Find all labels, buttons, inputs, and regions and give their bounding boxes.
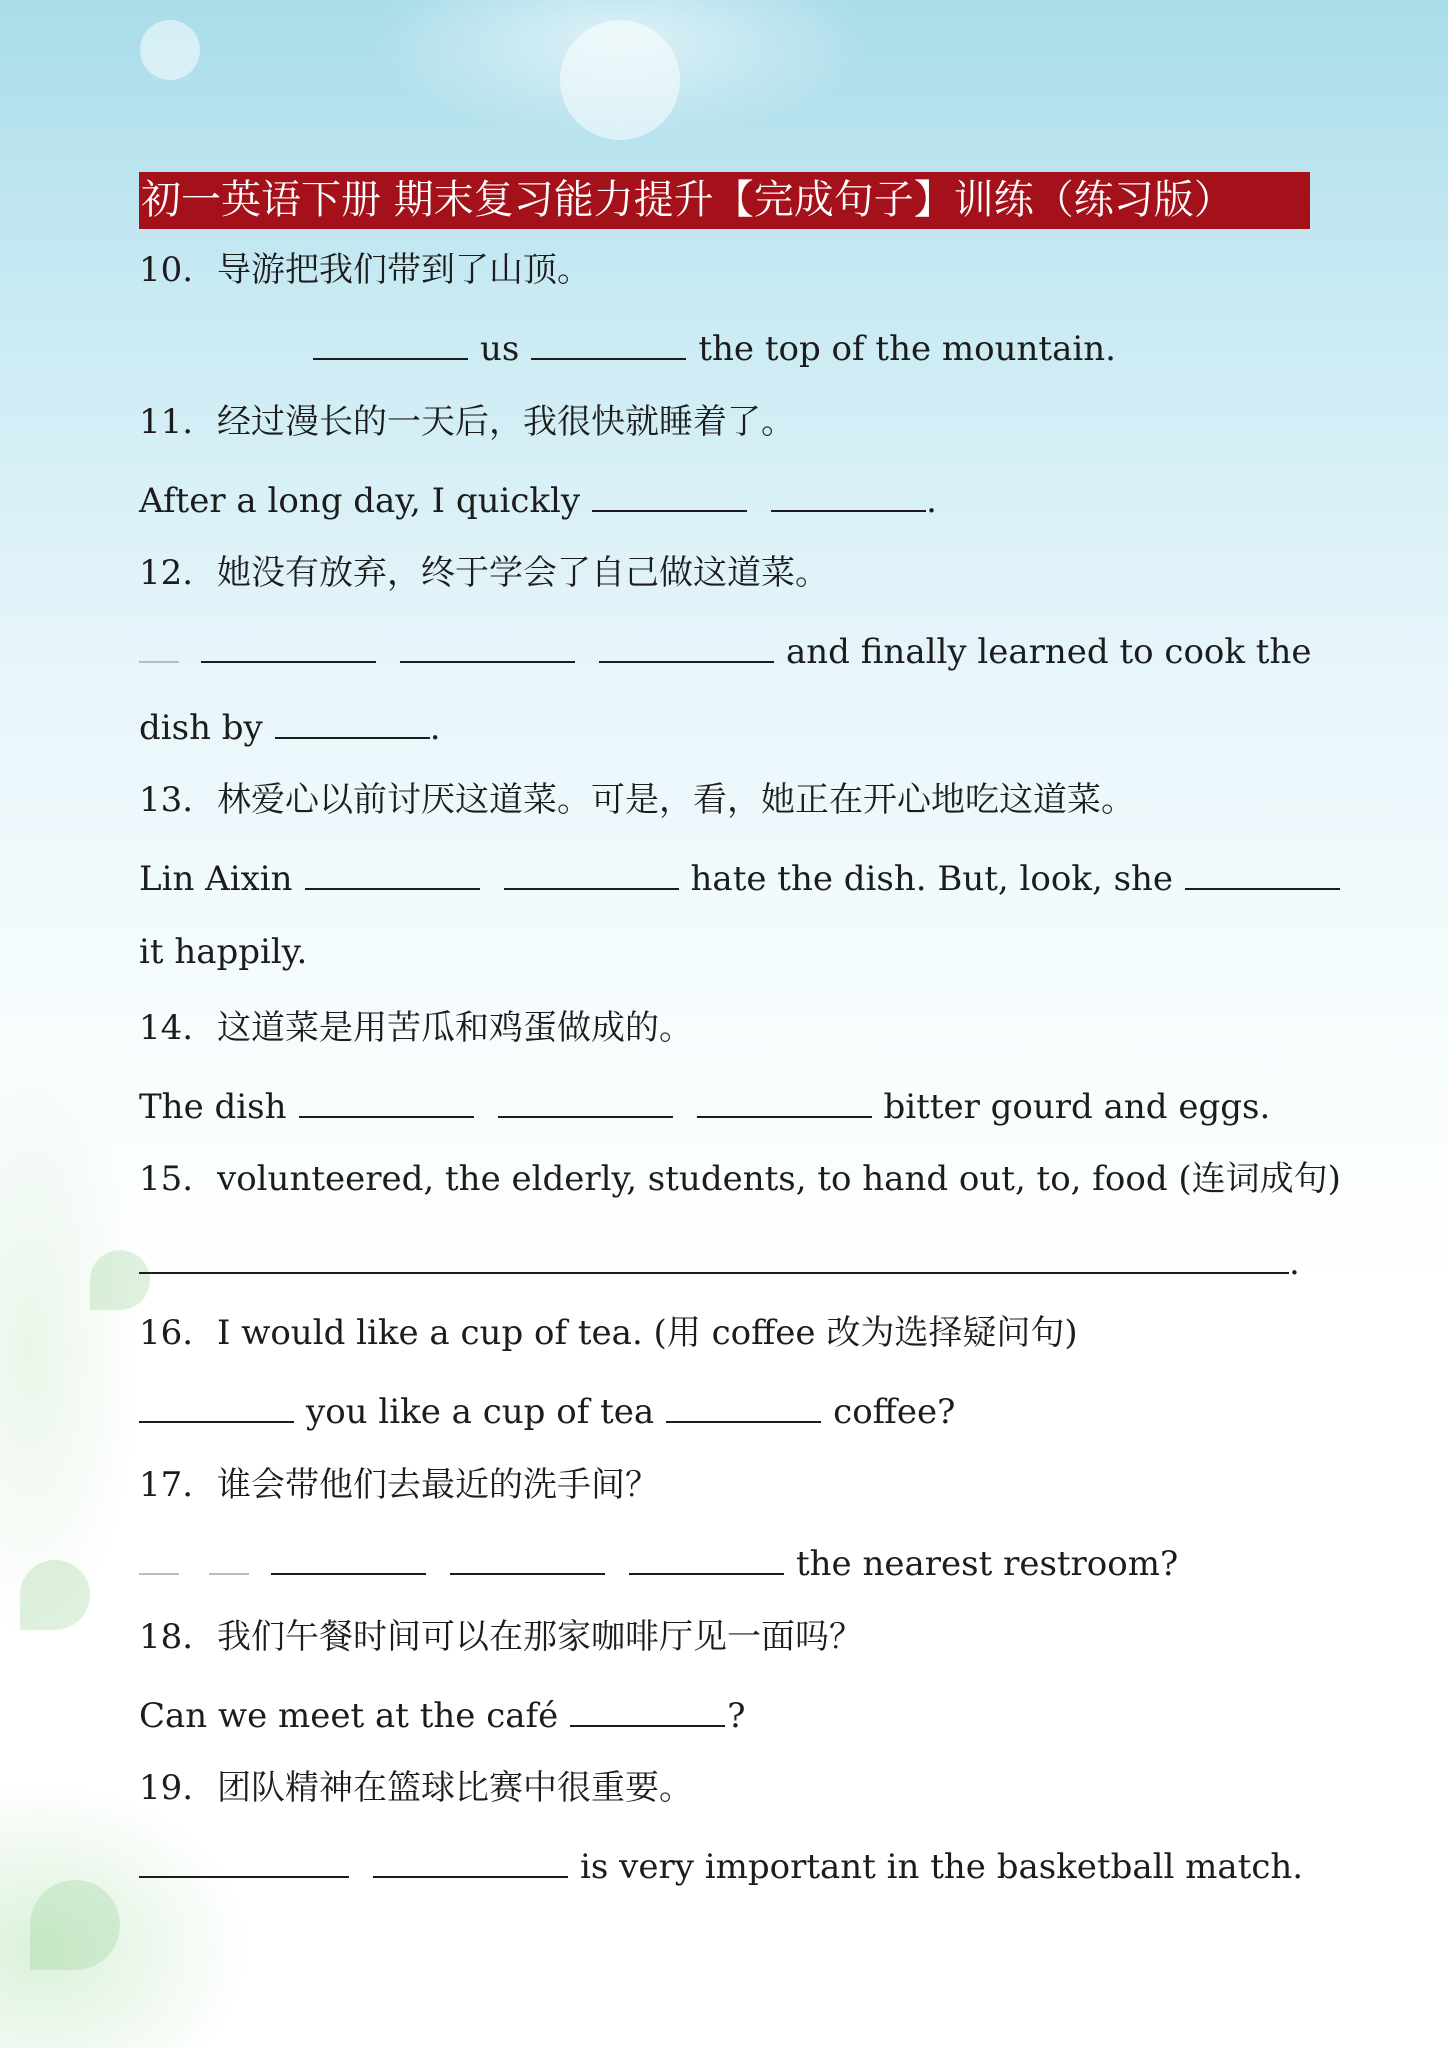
question-12-answer-line [139, 629, 1319, 672]
question-number: 19. [139, 1768, 194, 1808]
question-prompt: I would like a cup of tea. (用 coffee 改为选择疑问句) [217, 1313, 1078, 1353]
answer-text: you like a cup of tea [306, 1392, 655, 1432]
question-prompt: 谁会带他们去最近的洗手间？ [217, 1465, 659, 1505]
answer-text: and finally learned to cook the [786, 632, 1312, 672]
question-15-prompt-line [139, 1159, 1341, 1199]
answer-blank[interactable] [697, 1084, 872, 1118]
question-number: 16. [139, 1313, 194, 1353]
background-leaf-decoration [30, 1880, 120, 1970]
question-14-answer-line [139, 1084, 1319, 1127]
answer-text: it happily. [139, 932, 308, 972]
answer-blank[interactable] [271, 1541, 426, 1575]
question-18-answer-line [139, 1693, 1319, 1736]
question-18-prompt-line [139, 1617, 1319, 1657]
question-number: 12. [139, 553, 194, 593]
answer-blank[interactable] [139, 1541, 179, 1575]
answer-text: . [429, 708, 441, 748]
answer-blank[interactable] [498, 1084, 673, 1118]
question-prompt: 我们午餐时间可以在那家咖啡厅见一面吗？ [217, 1617, 863, 1657]
answer-blank[interactable] [592, 478, 747, 512]
question-number: 18. [139, 1617, 194, 1657]
answer-text: us [480, 329, 520, 369]
answer-text: ? [727, 1696, 746, 1736]
background-flower-decoration [140, 20, 200, 80]
question-prompt: 她没有放弃，终于学会了自己做这道菜。 [217, 553, 829, 593]
answer-text: bitter gourd and eggs. [883, 1087, 1271, 1127]
question-16-prompt-line [139, 1313, 1319, 1353]
background-leaf-decoration [20, 1560, 90, 1630]
answer-blank[interactable] [570, 1693, 725, 1727]
answer-blank[interactable] [275, 705, 430, 739]
answer-text: coffee? [833, 1392, 956, 1432]
question-10-answer-line [139, 326, 1319, 369]
answer-blank[interactable] [201, 629, 376, 663]
answer-text: Can we meet at the café [139, 1696, 559, 1736]
answer-blank[interactable] [313, 326, 468, 360]
question-13-answer-line [139, 856, 1319, 899]
answer-blank[interactable] [629, 1541, 784, 1575]
answer-blank[interactable] [305, 856, 480, 890]
answer-blank[interactable] [771, 478, 926, 512]
answer-blank[interactable] [139, 1389, 294, 1423]
question-19-prompt-line [139, 1768, 1319, 1808]
answer-blank[interactable] [400, 629, 575, 663]
question-19-answer-line [139, 1844, 1319, 1887]
answer-blank[interactable] [1185, 856, 1340, 890]
question-15-answer-line [139, 1240, 1319, 1283]
answer-text: Lin Aixin [139, 859, 293, 899]
answer-text: the top of the mountain. [698, 329, 1116, 369]
answer-blank[interactable] [139, 1844, 349, 1878]
question-10-prompt-line [139, 250, 1319, 290]
question-12-answer-line-2 [139, 705, 1319, 748]
question-number: 13. [139, 780, 194, 820]
question-17-answer-line [139, 1541, 1319, 1584]
answer-blank[interactable] [666, 1389, 821, 1423]
question-number: 15. [139, 1159, 194, 1199]
question-11-answer-line [139, 478, 1319, 521]
answer-text: dish by [139, 708, 263, 748]
question-13-answer-line-2 [139, 932, 1319, 972]
background-flower-decoration [560, 20, 680, 140]
answer-text: . [926, 481, 937, 521]
answer-blank[interactable] [209, 1541, 249, 1575]
question-number: 11. [139, 402, 194, 442]
question-prompt: volunteered, the elderly, students, to hand out, to, food (连词成句) [217, 1159, 1341, 1199]
answer-blank[interactable] [450, 1541, 605, 1575]
question-prompt: 经过漫长的一天后，我很快就睡着了。 [217, 402, 795, 442]
question-12-prompt-line [139, 553, 1319, 593]
question-prompt: 导游把我们带到了山顶。 [217, 250, 591, 290]
answer-blank[interactable] [599, 629, 774, 663]
question-17-prompt-line [139, 1465, 1319, 1505]
question-14-prompt-line [139, 1008, 1319, 1048]
answer-blank[interactable] [373, 1844, 568, 1878]
question-prompt: 林爱心以前讨厌这道菜。可是，看，她正在开心地吃这道菜。 [217, 780, 1135, 820]
worksheet-title: 初一英语下册 期末复习能力提升【完成句子】训练（练习版） [139, 172, 1310, 229]
question-number: 14. [139, 1008, 194, 1048]
question-13-prompt-line [139, 780, 1319, 820]
answer-text: . [1289, 1243, 1300, 1283]
question-number: 17. [139, 1465, 194, 1505]
question-prompt: 团队精神在篮球比赛中很重要。 [217, 1768, 693, 1808]
question-number: 10. [139, 250, 194, 290]
question-11-prompt-line [139, 402, 1319, 442]
answer-blank[interactable] [139, 1240, 1289, 1274]
answer-text: The dish [139, 1087, 287, 1127]
answer-blank[interactable] [504, 856, 679, 890]
answer-text: the nearest restroom? [796, 1544, 1179, 1584]
question-prompt: 这道菜是用苦瓜和鸡蛋做成的。 [217, 1008, 693, 1048]
answer-text: hate the dish. But, look, she [690, 859, 1174, 899]
question-16-answer-line [139, 1389, 1319, 1432]
answer-blank[interactable] [299, 1084, 474, 1118]
answer-text: After a long day, I quickly [139, 481, 581, 521]
answer-text: is very important in the basketball match. [580, 1847, 1304, 1887]
answer-blank[interactable] [139, 629, 179, 663]
answer-blank[interactable] [531, 326, 686, 360]
